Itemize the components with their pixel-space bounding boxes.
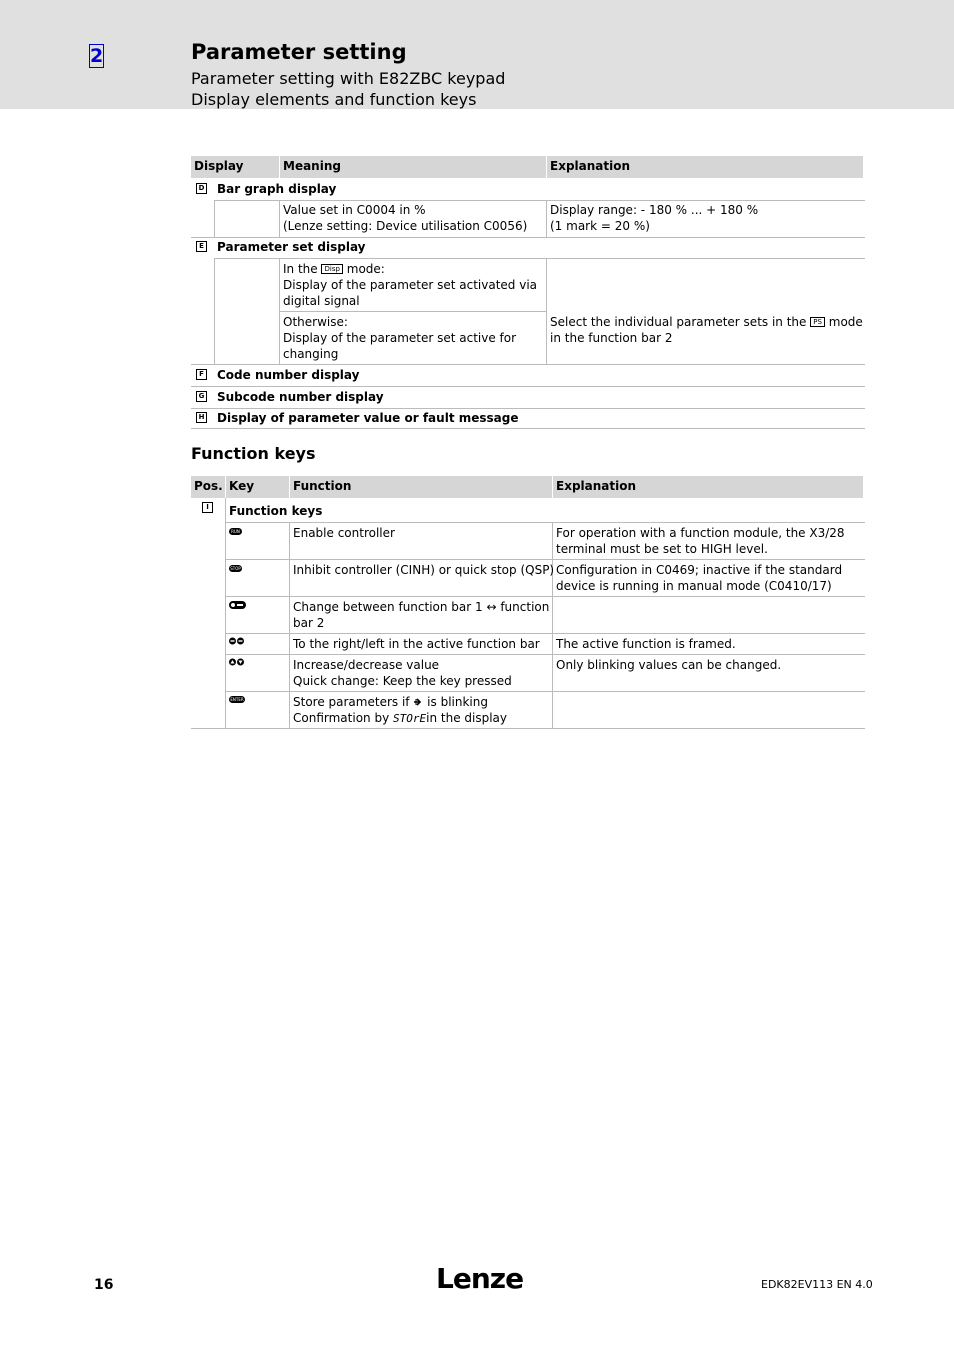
- explanation-cell: [556, 525, 845, 557]
- ps-key-icon: PS: [810, 317, 825, 327]
- position-marker-h: H: [196, 412, 207, 423]
- meaning-text: mode:: [346, 262, 385, 276]
- col-header-display: Display: [194, 159, 244, 173]
- col-divider: [225, 498, 226, 728]
- disp-key-icon: Disp: [321, 264, 342, 274]
- position-marker-f: F: [196, 369, 207, 380]
- row-divider: [225, 559, 865, 560]
- lenze-logo: Lenze: [436, 1262, 524, 1295]
- meaning-cell: [283, 261, 537, 309]
- explanation-cell: [556, 562, 842, 594]
- row-divider: [191, 237, 865, 238]
- table-bottom-border: [191, 728, 865, 729]
- group-label: Code number display: [217, 368, 360, 382]
- function-text: is blinking: [427, 695, 488, 709]
- page-title: Parameter setting: [191, 40, 407, 64]
- run-key-icon: RUN: [229, 528, 242, 535]
- explanation-line: terminal must be set to HIGH level.: [556, 542, 768, 556]
- function-cell: [293, 599, 549, 631]
- col-divider: [214, 258, 215, 364]
- col-divider: [279, 258, 280, 364]
- row-divider: [279, 311, 547, 312]
- function-text: Store parameters if: [293, 695, 410, 709]
- function-line: Increase/decrease value: [293, 658, 440, 672]
- function-line: Change between function bar 1 ↔ function: [293, 600, 550, 614]
- meaning-line: Display of the parameter set activated via: [283, 278, 538, 292]
- function-line: To the right/left in the active function bar: [293, 637, 540, 651]
- stop-key-icon: STOP: [230, 566, 241, 571]
- explanation-cell: [550, 314, 863, 346]
- col-header-function: Function: [293, 479, 352, 493]
- function-cell: [293, 694, 507, 727]
- explanation-line: in the function bar 2: [550, 331, 673, 345]
- function-line: [293, 694, 507, 710]
- meaning-text: In the: [283, 262, 318, 276]
- meaning-cell: [283, 202, 527, 234]
- position-marker-g: G: [196, 391, 207, 402]
- chapter-number-link[interactable]: 2: [90, 45, 104, 67]
- col-divider: [552, 522, 553, 728]
- explanation-line: device is running in manual mode (C0410/17): [556, 579, 832, 593]
- table-bottom-border: [191, 428, 865, 429]
- col-divider: [289, 522, 290, 728]
- left-right-keys-icon: [229, 637, 244, 645]
- function-line: [293, 710, 507, 727]
- explanation-line: [550, 314, 863, 330]
- function-cell: [293, 525, 395, 541]
- group-label: Subcode number display: [217, 390, 384, 404]
- section-title: Function keys: [191, 444, 316, 463]
- function-line: Enable controller: [293, 526, 395, 540]
- header-divider: [279, 156, 280, 178]
- enter-key-icon: ENTER: [230, 697, 244, 702]
- row-divider: [225, 522, 865, 523]
- explanation-line: (1 mark = 20 %): [550, 219, 650, 233]
- col-header-pos: Pos.: [194, 479, 223, 493]
- meaning-line: [283, 261, 537, 277]
- explanation-line: Only blinking values can be changed.: [556, 658, 782, 672]
- meaning-line: digital signal: [283, 294, 360, 308]
- row-divider: [214, 258, 865, 259]
- row-divider: [225, 596, 865, 597]
- col-header-key: Key: [229, 479, 255, 493]
- meaning-line: Otherwise:: [283, 315, 348, 329]
- document-id: EDK82EV113 EN 4.0: [761, 1278, 873, 1291]
- group-label: Bar graph display: [217, 182, 337, 196]
- row-divider: [225, 633, 865, 634]
- row-divider: [214, 200, 865, 201]
- explanation-cell: [556, 657, 781, 673]
- table-header-row: [191, 476, 863, 498]
- function-cell: [293, 562, 554, 578]
- page-header: [0, 0, 954, 109]
- explanation-text: Select the individual parameter sets in the: [550, 315, 807, 329]
- explanation-cell: [550, 202, 758, 234]
- row-divider: [191, 364, 865, 365]
- page-number: 16: [94, 1277, 114, 1293]
- col-header-explanation: Explanation: [550, 159, 631, 173]
- position-marker-d: D: [196, 183, 207, 194]
- function-line: Inhibit controller (CINH) or quick stop (QSP): [293, 563, 555, 577]
- function-cell: [293, 657, 512, 689]
- header-divider: [289, 476, 290, 498]
- store-code-display: STOrE: [393, 712, 427, 725]
- group-label: Parameter set display: [217, 240, 366, 254]
- col-header-meaning: Meaning: [283, 159, 341, 173]
- col-divider: [279, 200, 280, 237]
- page-subtitle: Parameter setting with E82ZBC keypad: [191, 69, 506, 88]
- meaning-line: (Lenze setting: Device utilisation C0056): [283, 219, 528, 233]
- position-marker-i: I: [202, 502, 213, 513]
- meaning-line: Display of the parameter set active for: [283, 331, 517, 345]
- function-line: bar 2: [293, 616, 325, 630]
- header-divider: [552, 476, 553, 498]
- group-label: Display of parameter value or fault message: [217, 411, 519, 425]
- page-subtitle-2: Display elements and function keys: [191, 90, 477, 109]
- row-divider: [191, 386, 865, 387]
- meaning-cell: [283, 314, 516, 362]
- position-marker-e: E: [196, 241, 207, 252]
- col-divider: [214, 200, 215, 237]
- group-label: Function keys: [229, 504, 323, 518]
- function-line: Quick change: Keep the key pressed: [293, 674, 512, 688]
- col-divider: [546, 200, 547, 237]
- meaning-line: Value set in C0004 in %: [283, 203, 426, 217]
- function-text: in the display: [426, 711, 507, 725]
- header-divider: [225, 476, 226, 498]
- row-divider: [225, 654, 865, 655]
- explanation-line: Configuration in C0469; inactive if the standard: [556, 563, 843, 577]
- meaning-line: changing: [283, 347, 339, 361]
- function-cell: [293, 636, 540, 652]
- row-divider: [191, 408, 865, 409]
- function-bar-switch-key-icon: [229, 601, 246, 609]
- up-down-keys-icon: [229, 658, 244, 666]
- function-text: Confirmation by: [293, 711, 390, 725]
- explanation-line: For operation with a function module, the X3/28: [556, 526, 845, 540]
- row-divider: [225, 691, 865, 692]
- explanation-text: mode: [828, 315, 863, 329]
- explanation-line: The active function is framed.: [556, 637, 736, 651]
- blinking-arrow-icon: [413, 697, 423, 707]
- header-divider: [546, 156, 547, 178]
- col-divider: [546, 258, 547, 364]
- col-header-explanation: Explanation: [556, 479, 637, 493]
- explanation-line: Display range: - 180 % ... + 180 %: [550, 203, 759, 217]
- explanation-cell: [556, 636, 736, 652]
